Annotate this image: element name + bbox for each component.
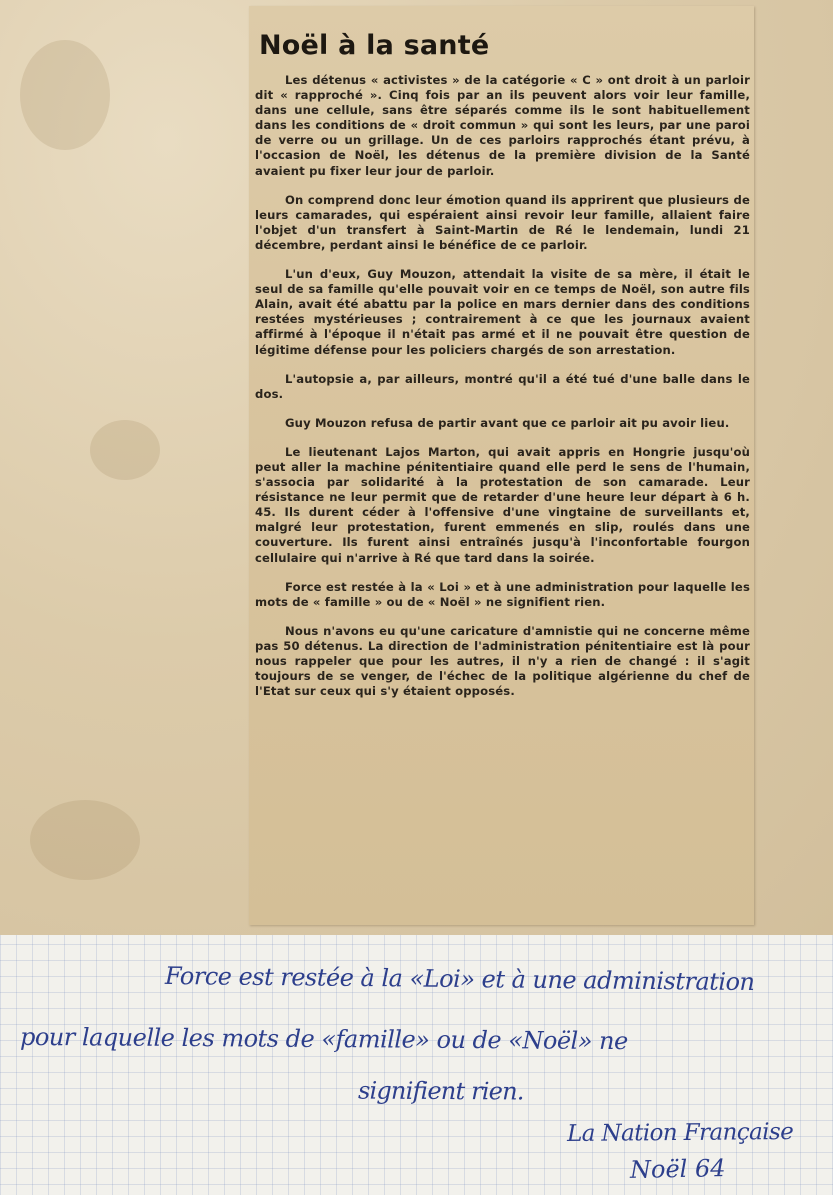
article-title: Noël à la santé xyxy=(259,30,490,61)
paper-stain xyxy=(30,800,140,880)
article-paragraph: L'autopsie a, par ailleurs, montré qu'il a été tué d'une balle dans le dos. xyxy=(255,371,750,401)
article-paragraph: Force est restée à la « Loi » et à une administration pour laquelle les mots de « famille » ou de « Noël » ne signifient rien. xyxy=(255,579,750,609)
article-paragraph: Nous n'avons eu qu'une caricature d'amnistie qui ne concerne même pas 50 détenus. La direction de l'administration pénitentiaire est là pour nous rappeler que pour les autres, il n'y a rien de changé : il s'agit toujours de se venger, de l'échec de la politique algérienne du chef de l'Etat sur ceux qui s'y étaient opposés. xyxy=(255,623,750,699)
handwritten-line: pour laquelle les mots de «famille» ou de «Noël» ne xyxy=(19,1022,628,1056)
handwritten-line: Force est restée à la «Loi» et à une administration xyxy=(164,961,755,997)
paper-stain xyxy=(90,420,160,480)
handwritten-date: Noël 64 xyxy=(629,1154,726,1184)
newspaper-clipping xyxy=(249,6,754,925)
article-paragraph: Guy Mouzon refusa de partir avant que ce parloir ait pu avoir lieu. xyxy=(285,415,730,430)
article-paragraph: Les détenus « activistes » de la catégorie « C » ont droit à un parloir dit « rapproché ». Cinq fois par an ils peuvent alors voir leur famille, dans une cellule, sans être séparés comme ils le sont habituellement dans les conditions de « droit commun » qui sont les leurs, par une paroi de verre ou un grillage. Un de ces parloirs rapprochés étant prévu, à l'occasion de Noël, les détenus de la première division de la Santé avaient pu fixer leur jour de parloir. xyxy=(255,73,750,178)
handwritten-line: signifient rien. xyxy=(357,1076,524,1106)
article-paragraph: L'un d'eux, Guy Mouzon, attendait la visite de sa mère, il était le seul de sa famille qu'elle pouvait voir en ce temps de Noël, son autre fils Alain, avait été abattu par la police en mars dernier dans des conditions restées mystérieuses ; contrairement à ce que les journaux avaient affirmé à l'époque il n'était pas armé et il ne pouvait être question de légitime défense pour les policiers chargés de son arrestation. xyxy=(255,267,750,357)
handwritten-source: La Nation Française xyxy=(566,1119,794,1147)
article-paragraph: Le lieutenant Lajos Marton, qui avait appris en Hongrie jusqu'où peut aller la machine pénitentiaire quand elle perd le sens de l'humain, s'associa par solidarité à la protestation de son camarade. Leur résistance ne leur permit que de retarder d'une heure leur départ à 6 h. 45. Ils durent céder à l'offensive d'une vingtaine de surveillants et, malgré leur protestation, furent emmenés en slip, roulés dans une couverture. Ils furent ainsi entraînés jusqu'à l'inconfortable fourgon cellulaire qui n'arrive à Ré que tard dans la soirée. xyxy=(255,444,750,565)
paper-stain xyxy=(20,40,110,150)
article-paragraph: On comprend donc leur émotion quand ils apprirent que plusieurs de leurs camarades, qui espéraient ainsi revoir leur famille, allaient faire l'objet d'un transfert à Saint-Martin de Ré le lendemain, lundi 21 décembre, perdant ainsi le bénéfice de ce parloir. xyxy=(255,192,750,252)
